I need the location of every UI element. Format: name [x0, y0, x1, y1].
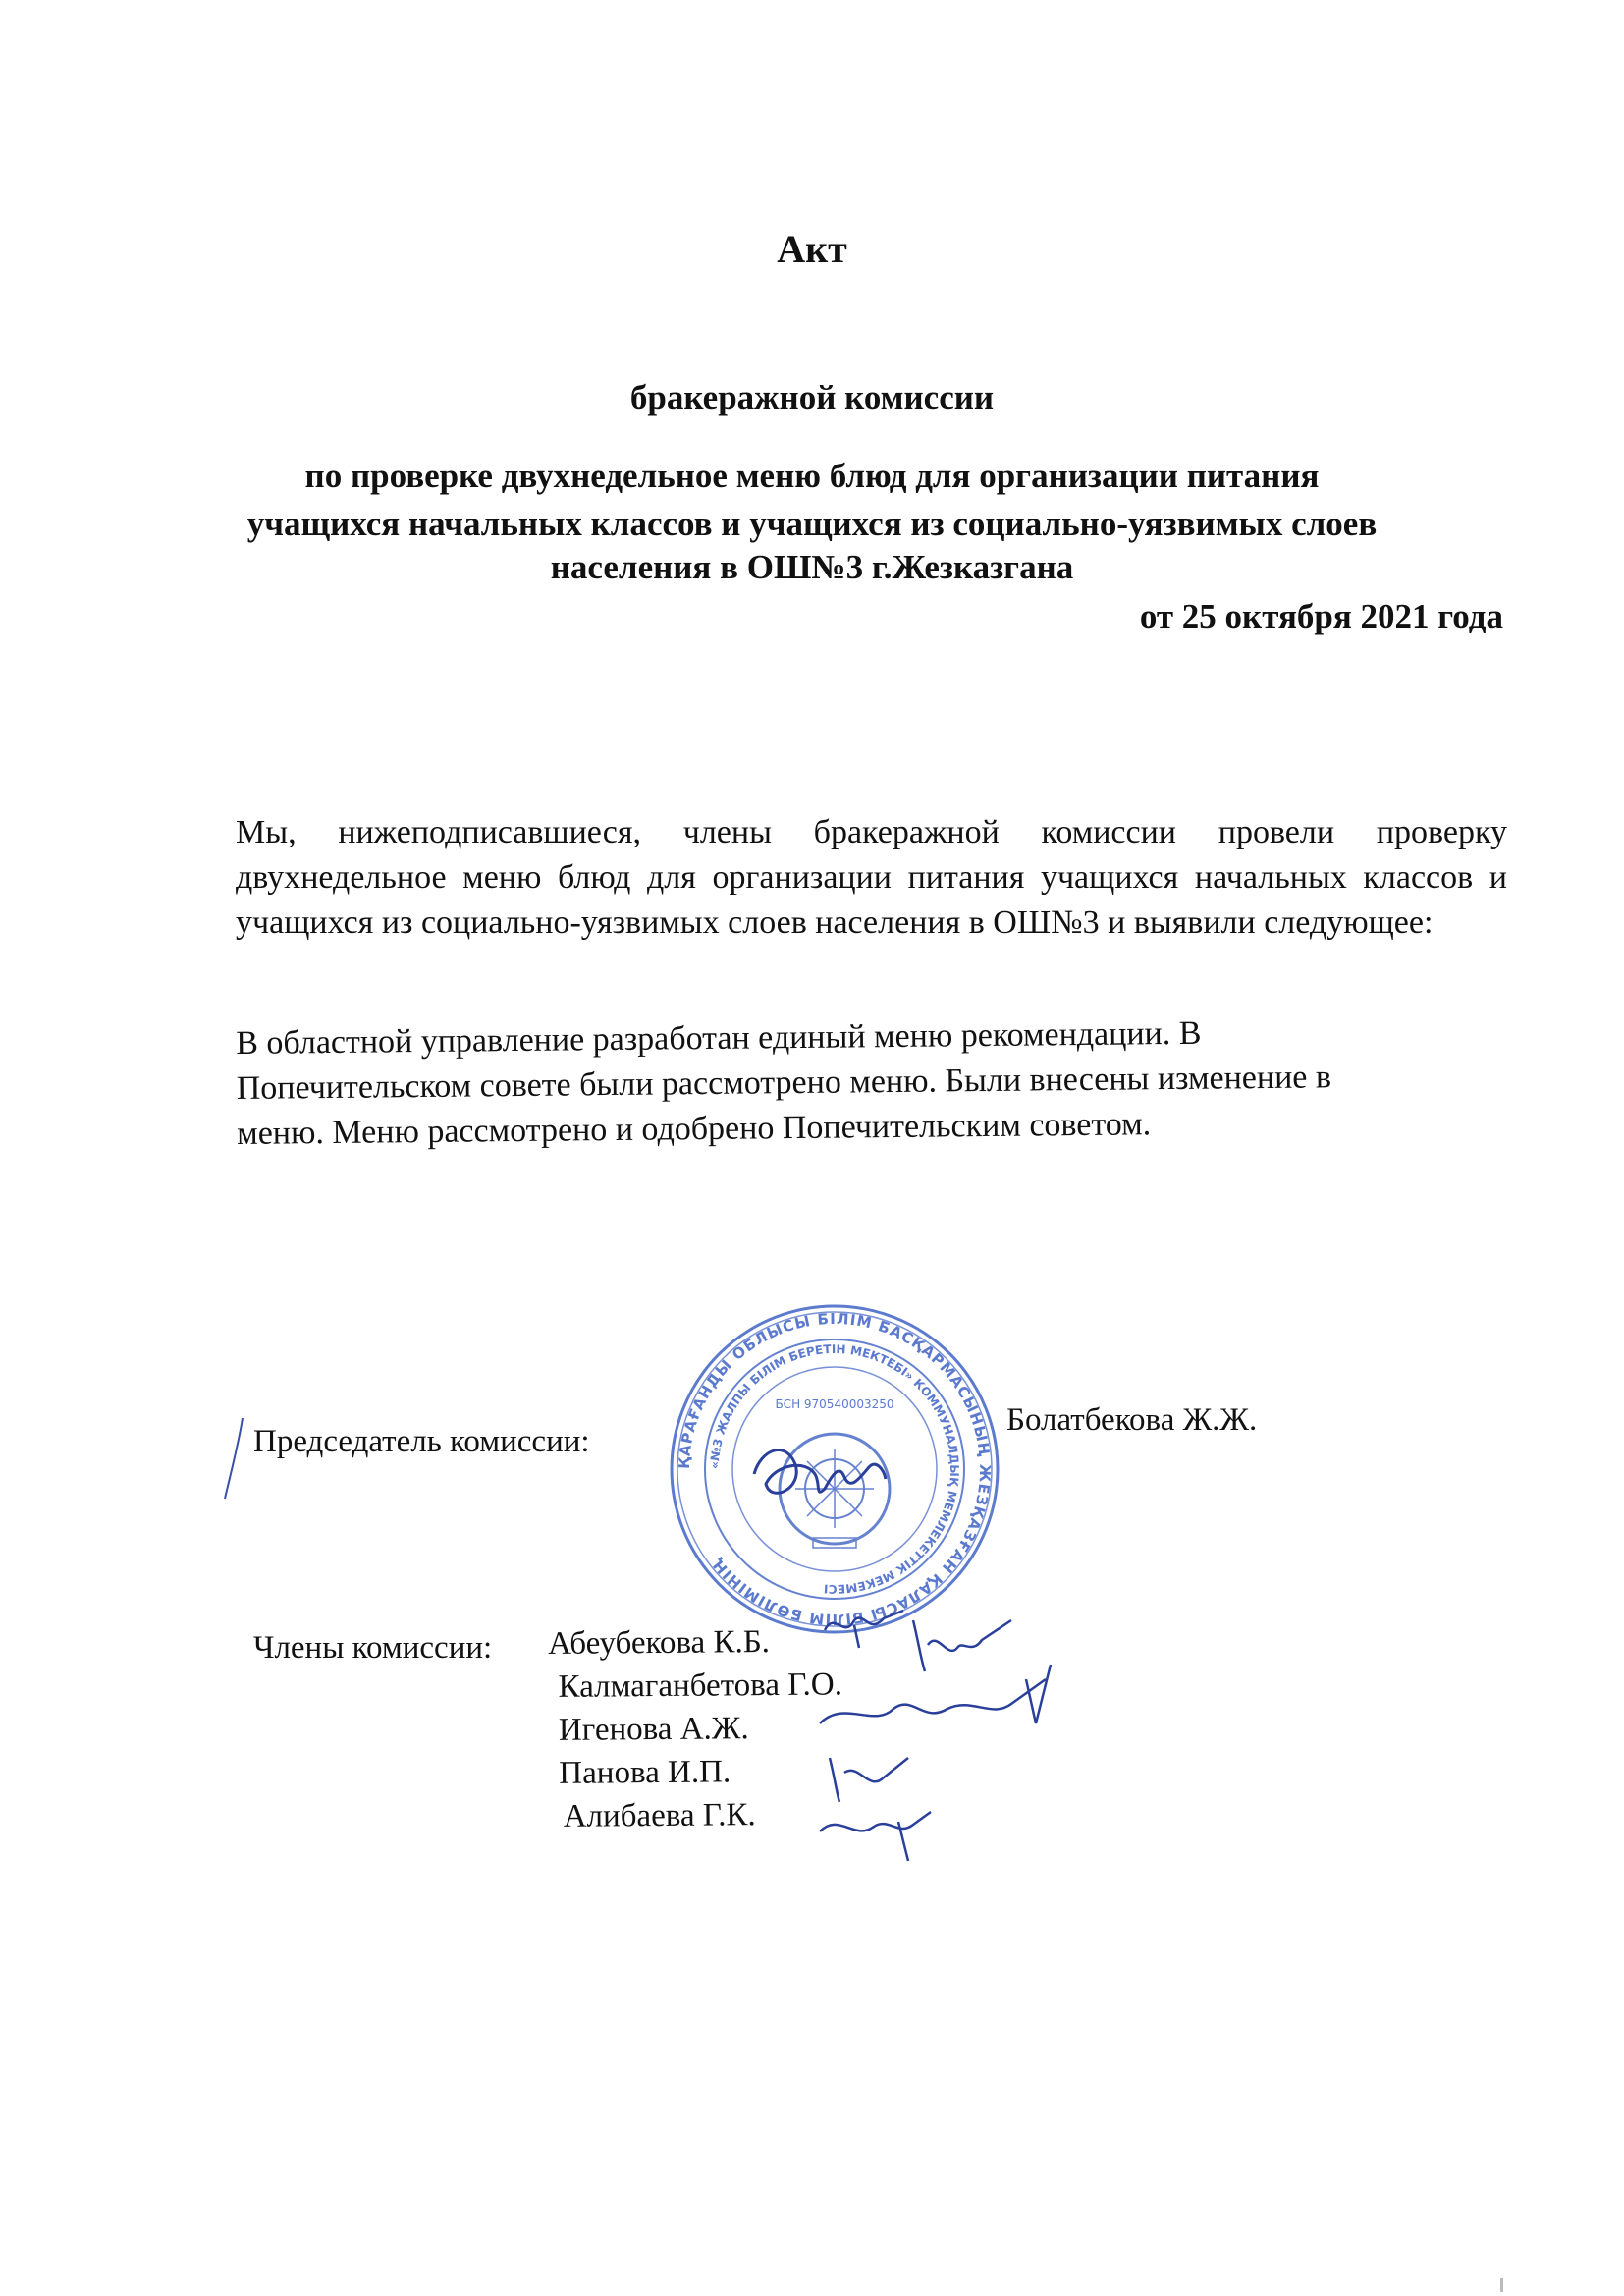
paragraph-menu-review [236, 1008, 1533, 1157]
stamp-bin: БСН 970540003250 [775, 1397, 894, 1411]
document-title: Акт [777, 227, 847, 271]
scan-edge-mark [1500, 2278, 1503, 2292]
paragraph-line: меню. Меню рассмотрено и одобрено Попечительским советом. [237, 1106, 1152, 1152]
members-label: Члены комиссии: [253, 1630, 493, 1666]
member-signatures [815, 1601, 1070, 1866]
member-name: Алибаева Г.К. [563, 1797, 756, 1834]
document-date: от 25 октября 2021 года [1139, 597, 1503, 635]
official-stamp [668, 1302, 1001, 1636]
emblem-icon [780, 1434, 890, 1548]
member-name: Калмаганбетова Г.О. [558, 1667, 843, 1705]
stamp-inner-text: «№3 ЖАЛПЫ БІЛІМ БЕРЕТІН МЕКТЕБІ» КОММУНАЛДЫҚ МЕМЛЕКЕТТІК МЕКЕМЕСІ [707, 1341, 962, 1597]
paragraph-line: Попечительском совете были рассмотрено меню. Были внесены изменение в [236, 1059, 1332, 1107]
member-name: Игенова А.Ж. [558, 1711, 749, 1748]
chair-name: Болатбекова Ж.Ж. [1006, 1402, 1258, 1438]
subtitle-line-3: учащихся начальных классов и учащихся из социально-уязвимых слоев [246, 505, 1378, 543]
subtitle-line-2: по проверке двухнедельное меню блюд для организации питания [304, 457, 1320, 495]
paragraph-line: В областной управление разработан единый меню рекомендации. В [236, 1014, 1202, 1062]
pencil-mark [221, 1414, 250, 1503]
paragraph-findings: Мы, нижеподписавшиеся, члены бракеражной комиссии провели проверку двухнедельное меню блюд для организации питания учащихся начальных классов и учащихся из социально-уязвимых слоев населения в ОШ№3 и выявили следующее: [236, 814, 1507, 941]
chair-signature [754, 1450, 886, 1494]
stamp-outer-text: ҚАРАҒАНДЫ ОБЛЫСЫ БІЛІМ БАСҚАРМАСЫНЫҢ ЖЕЗҚАЗҒАН ҚАЛАСЫ БІЛІМ БӨЛІМІНІҢ [675, 1309, 995, 1629]
subtitle-line-1: бракеражной комиссии [629, 378, 995, 416]
members-list [548, 1619, 843, 1838]
member-name: Абеубекова К.Б. [548, 1624, 771, 1662]
subtitle-line-4: населения в ОШ№3 г.Жезказгана [550, 548, 1074, 586]
chair-label: Председатель комиссии: [253, 1424, 590, 1459]
member-name: Панова И.П. [559, 1754, 731, 1791]
